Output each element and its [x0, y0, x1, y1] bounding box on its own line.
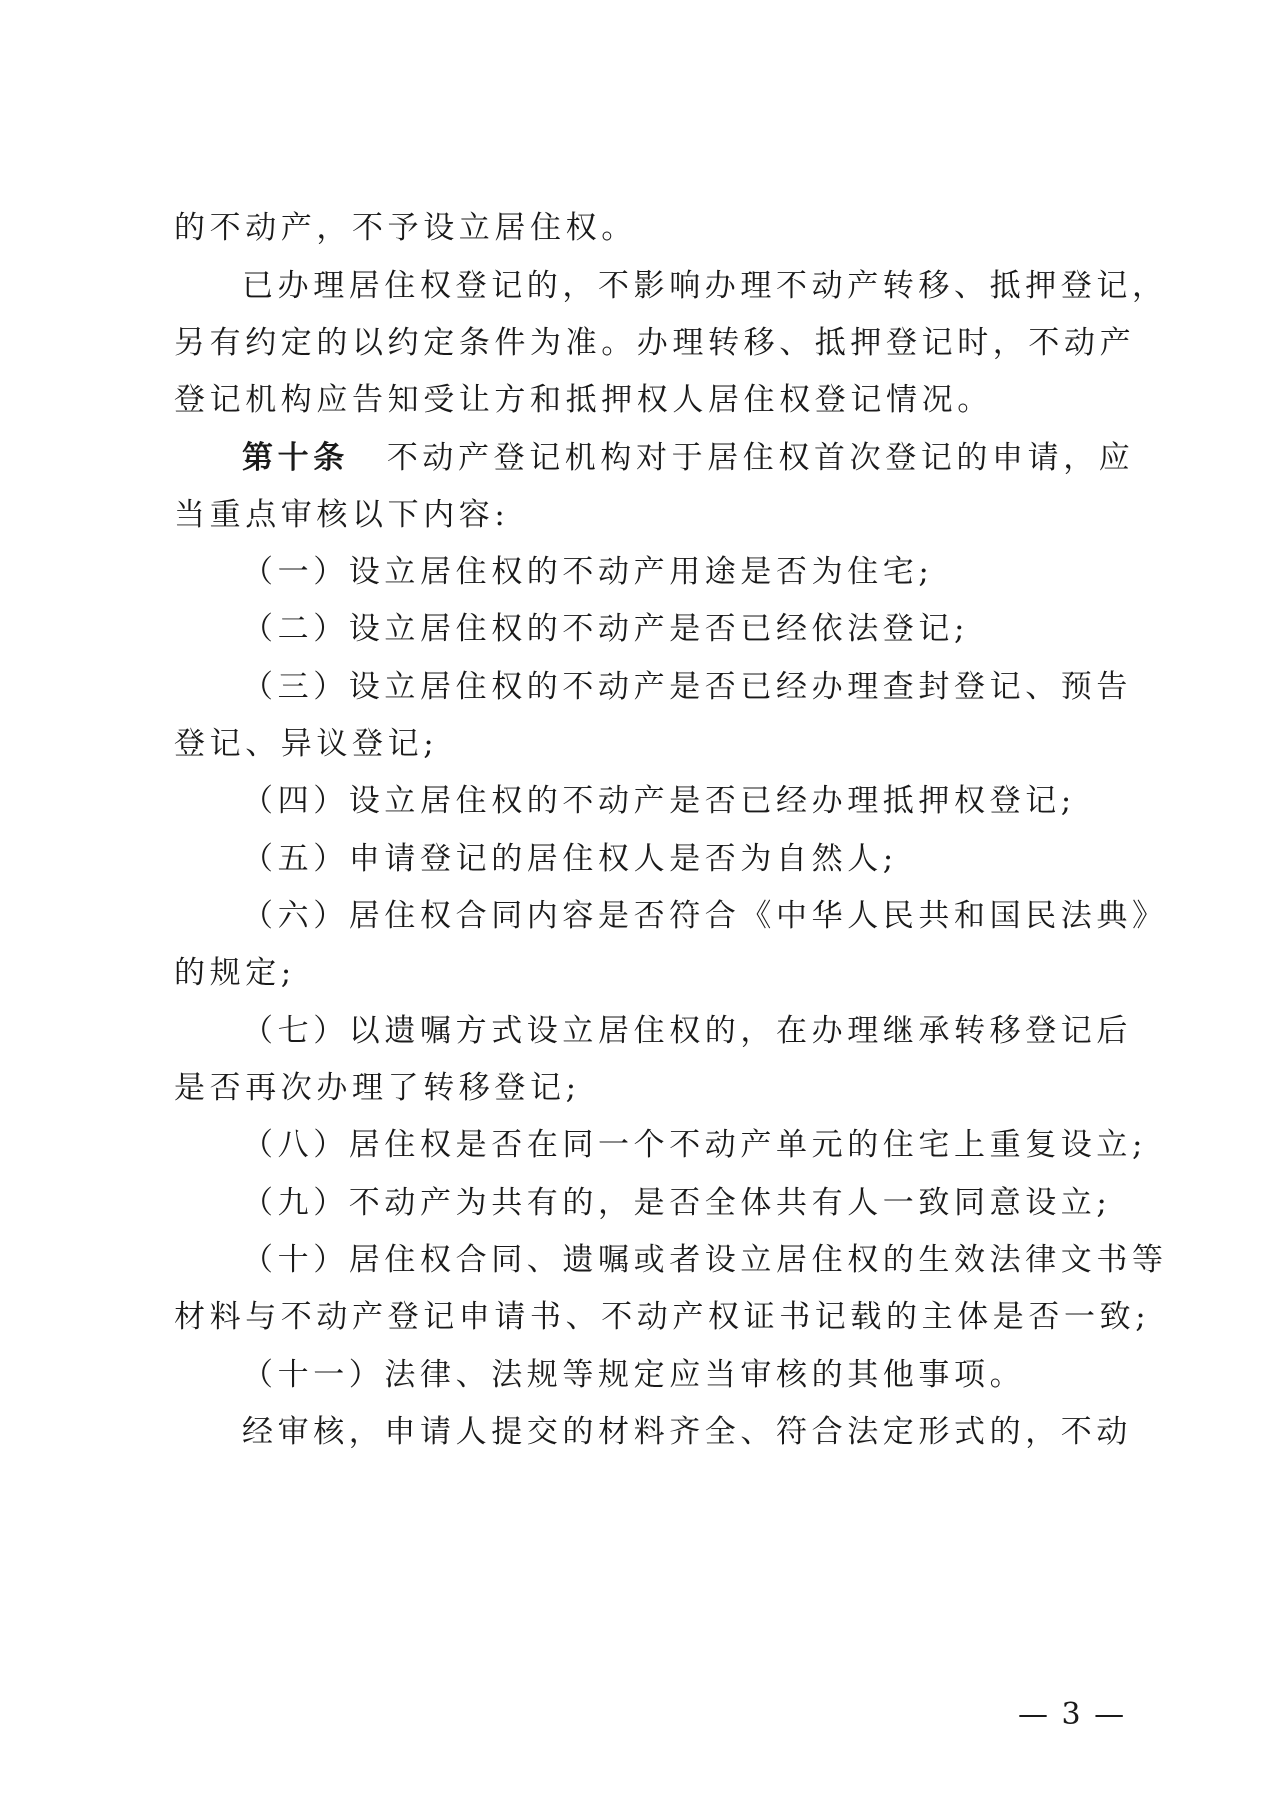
list-item-10: （十）居住权合同、遗嘱或者设立居住权的生效法律文书等 — [242, 1242, 1168, 1278]
text-line: 当重点审核以下内容: — [174, 497, 510, 533]
list-item-9: （九）不动产为共有的，是否全体共有人一致同意设立; — [242, 1185, 1112, 1221]
list-item-6: （六）居住权合同内容是否符合《中华人民共和国民法典》 — [242, 898, 1168, 934]
text-line: 另有约定的以约定条件为准。办理转移、抵押登记时，不动产 — [174, 325, 1136, 361]
list-item-1: （一）设立居住权的不动产用途是否为住宅; — [242, 554, 934, 590]
text-line: 不动产登记机构对于居住权首次登记的申请，应 — [386, 440, 1135, 476]
list-item-8: （八）居住权是否在同一个不动产单元的住宅上重复设立; — [242, 1127, 1148, 1163]
list-item-6-continued: 的规定; — [174, 955, 296, 991]
article-label: 第十条 — [242, 440, 349, 476]
list-item-2: （二）设立居住权的不动产是否已经依法登记; — [242, 611, 970, 647]
list-item-7-continued: 是否再次办理了转移登记; — [174, 1070, 581, 1106]
article-paragraph-start — [0, 438, 1280, 478]
text-line: 的不动产，不予设立居住权。 — [174, 210, 637, 246]
list-item-7: （七）以遗嘱方式设立居住权的，在办理继承转移登记后 — [242, 1013, 1132, 1049]
list-item-3-continued: 登记、异议登记; — [174, 726, 439, 762]
list-item-10-continued: 材料与不动产登记申请书、不动产权证书记载的主体是否一致; — [174, 1299, 1151, 1335]
list-item-11: （十一）法律、法规等规定应当审核的其他事项。 — [242, 1357, 1026, 1393]
list-item-4: （四）设立居住权的不动产是否已经办理抵押权登记; — [242, 783, 1076, 819]
text-line: 登记机构应告知受让方和抵押权人居住权登记情况。 — [174, 382, 993, 418]
page-number: — 3 — — [1018, 1697, 1127, 1732]
list-item-5: （五）申请登记的居住权人是否为自然人; — [242, 841, 898, 877]
text-line: 已办理居住权登记的，不影响办理不动产转移、抵押登记， — [242, 268, 1168, 304]
text-line: 经审核，申请人提交的材料齐全、符合法定形式的，不动 — [242, 1414, 1132, 1450]
list-item-3: （三）设立居住权的不动产是否已经办理查封登记、预告 — [242, 669, 1132, 705]
